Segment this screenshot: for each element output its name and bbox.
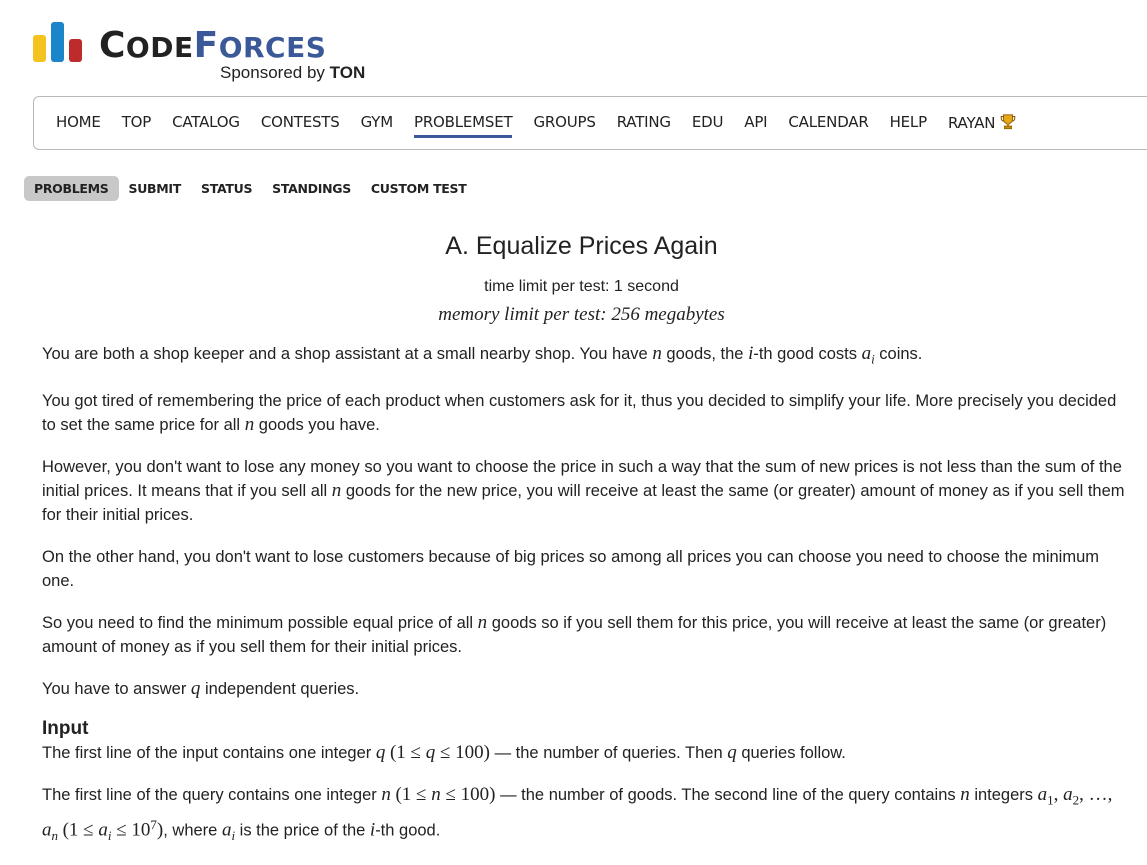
- nav-help[interactable]: HELP: [889, 113, 927, 131]
- trophy-icon: [999, 113, 1017, 131]
- main-nav: [33, 96, 1147, 150]
- statement-paragraph: You have to answer q independent queries.: [42, 678, 360, 700]
- nav-api[interactable]: API: [744, 113, 768, 131]
- problem-title: A. Equalize Prices Again: [445, 232, 718, 260]
- logo-wordmark: CODEFORCES: [99, 25, 327, 66]
- nav-contests[interactable]: CONTESTS: [260, 113, 340, 131]
- nav-edu[interactable]: EDU: [691, 113, 724, 131]
- statement-paragraph: So you need to find the minimum possible equal price of all n goods so if you sell them for this price, you will receive at least the same (or greater) amount of money as if you sell them for their initial prices.: [42, 612, 1107, 657]
- problemset-subnav: [24, 176, 476, 201]
- nav-rayan-label: RAYAN: [947, 114, 996, 132]
- codeforces-logo[interactable]: [33, 20, 393, 84]
- nav-rating[interactable]: RATING: [616, 113, 671, 131]
- nav-catalog[interactable]: CATALOG: [172, 113, 240, 131]
- nav-top[interactable]: TOP: [121, 113, 152, 131]
- nav-problemset[interactable]: PROBLEMSET: [414, 113, 513, 138]
- nav-groups[interactable]: GROUPS: [533, 113, 596, 131]
- time-limit: time limit per test: 1 second: [484, 278, 679, 295]
- subnav-submit[interactable]: SUBMIT: [128, 181, 181, 196]
- nav-rayan[interactable]: [948, 113, 1017, 138]
- statement-paragraph: You got tired of remembering the price of each product when customers ask for it, thus you decided to simplify your life. More precisely you decided to set the same price for all n goods you have.: [42, 392, 1117, 436]
- sponsor-text: Sponsored by TON: [220, 63, 366, 82]
- logo-bars-icon: [33, 20, 85, 62]
- memory-limit: memory limit per test: 256 megabytes: [438, 304, 725, 325]
- problem-statement: [42, 342, 1127, 865]
- input-paragraph: The first line of the input contains one integer q (1 ≤ q ≤ 100) — the number of queries. Then q queries follow.: [42, 742, 846, 764]
- input-section-title: Input: [42, 718, 89, 740]
- subnav-status[interactable]: STATUS: [201, 181, 253, 196]
- subnav-custom-test[interactable]: CUSTOM TEST: [370, 181, 467, 196]
- statement-paragraph: On the other hand, you don't want to lose customers because of big prices so among all prices you can choose you need to choose the minimum one.: [42, 548, 1100, 591]
- nav-home[interactable]: HOME: [56, 113, 101, 131]
- subnav-problems[interactable]: PROBLEMS: [24, 176, 119, 201]
- statement-paragraph: However, you don't want to lose any money so you want to choose the price in such a way that the sum of new prices is not less than the sum of the initial prices. It means that if you sell all n goods for the new price, you will receive at least the same (or greater) amount of money as if you sell them for their initial prices.: [42, 458, 1125, 525]
- statement-paragraph: You are both a shop keeper and a shop assistant at a small nearby shop. You have n goods, the i-th good costs $a_i$ coins.: [42, 343, 923, 367]
- input-paragraph: The first line of the query contains one integer n (1 ≤ n ≤ 100) — the number of goods. The second line of the query contains n integers $a_1$, $a_2$, …, $a_n$ $(1 \le a_i \le 10^7)$, where $a_i$ is the price of the i-th good.: [42, 784, 1113, 843]
- nav-gym[interactable]: GYM: [360, 113, 393, 131]
- subnav-standings[interactable]: STANDINGS: [272, 181, 351, 196]
- nav-calendar[interactable]: CALENDAR: [788, 113, 869, 131]
